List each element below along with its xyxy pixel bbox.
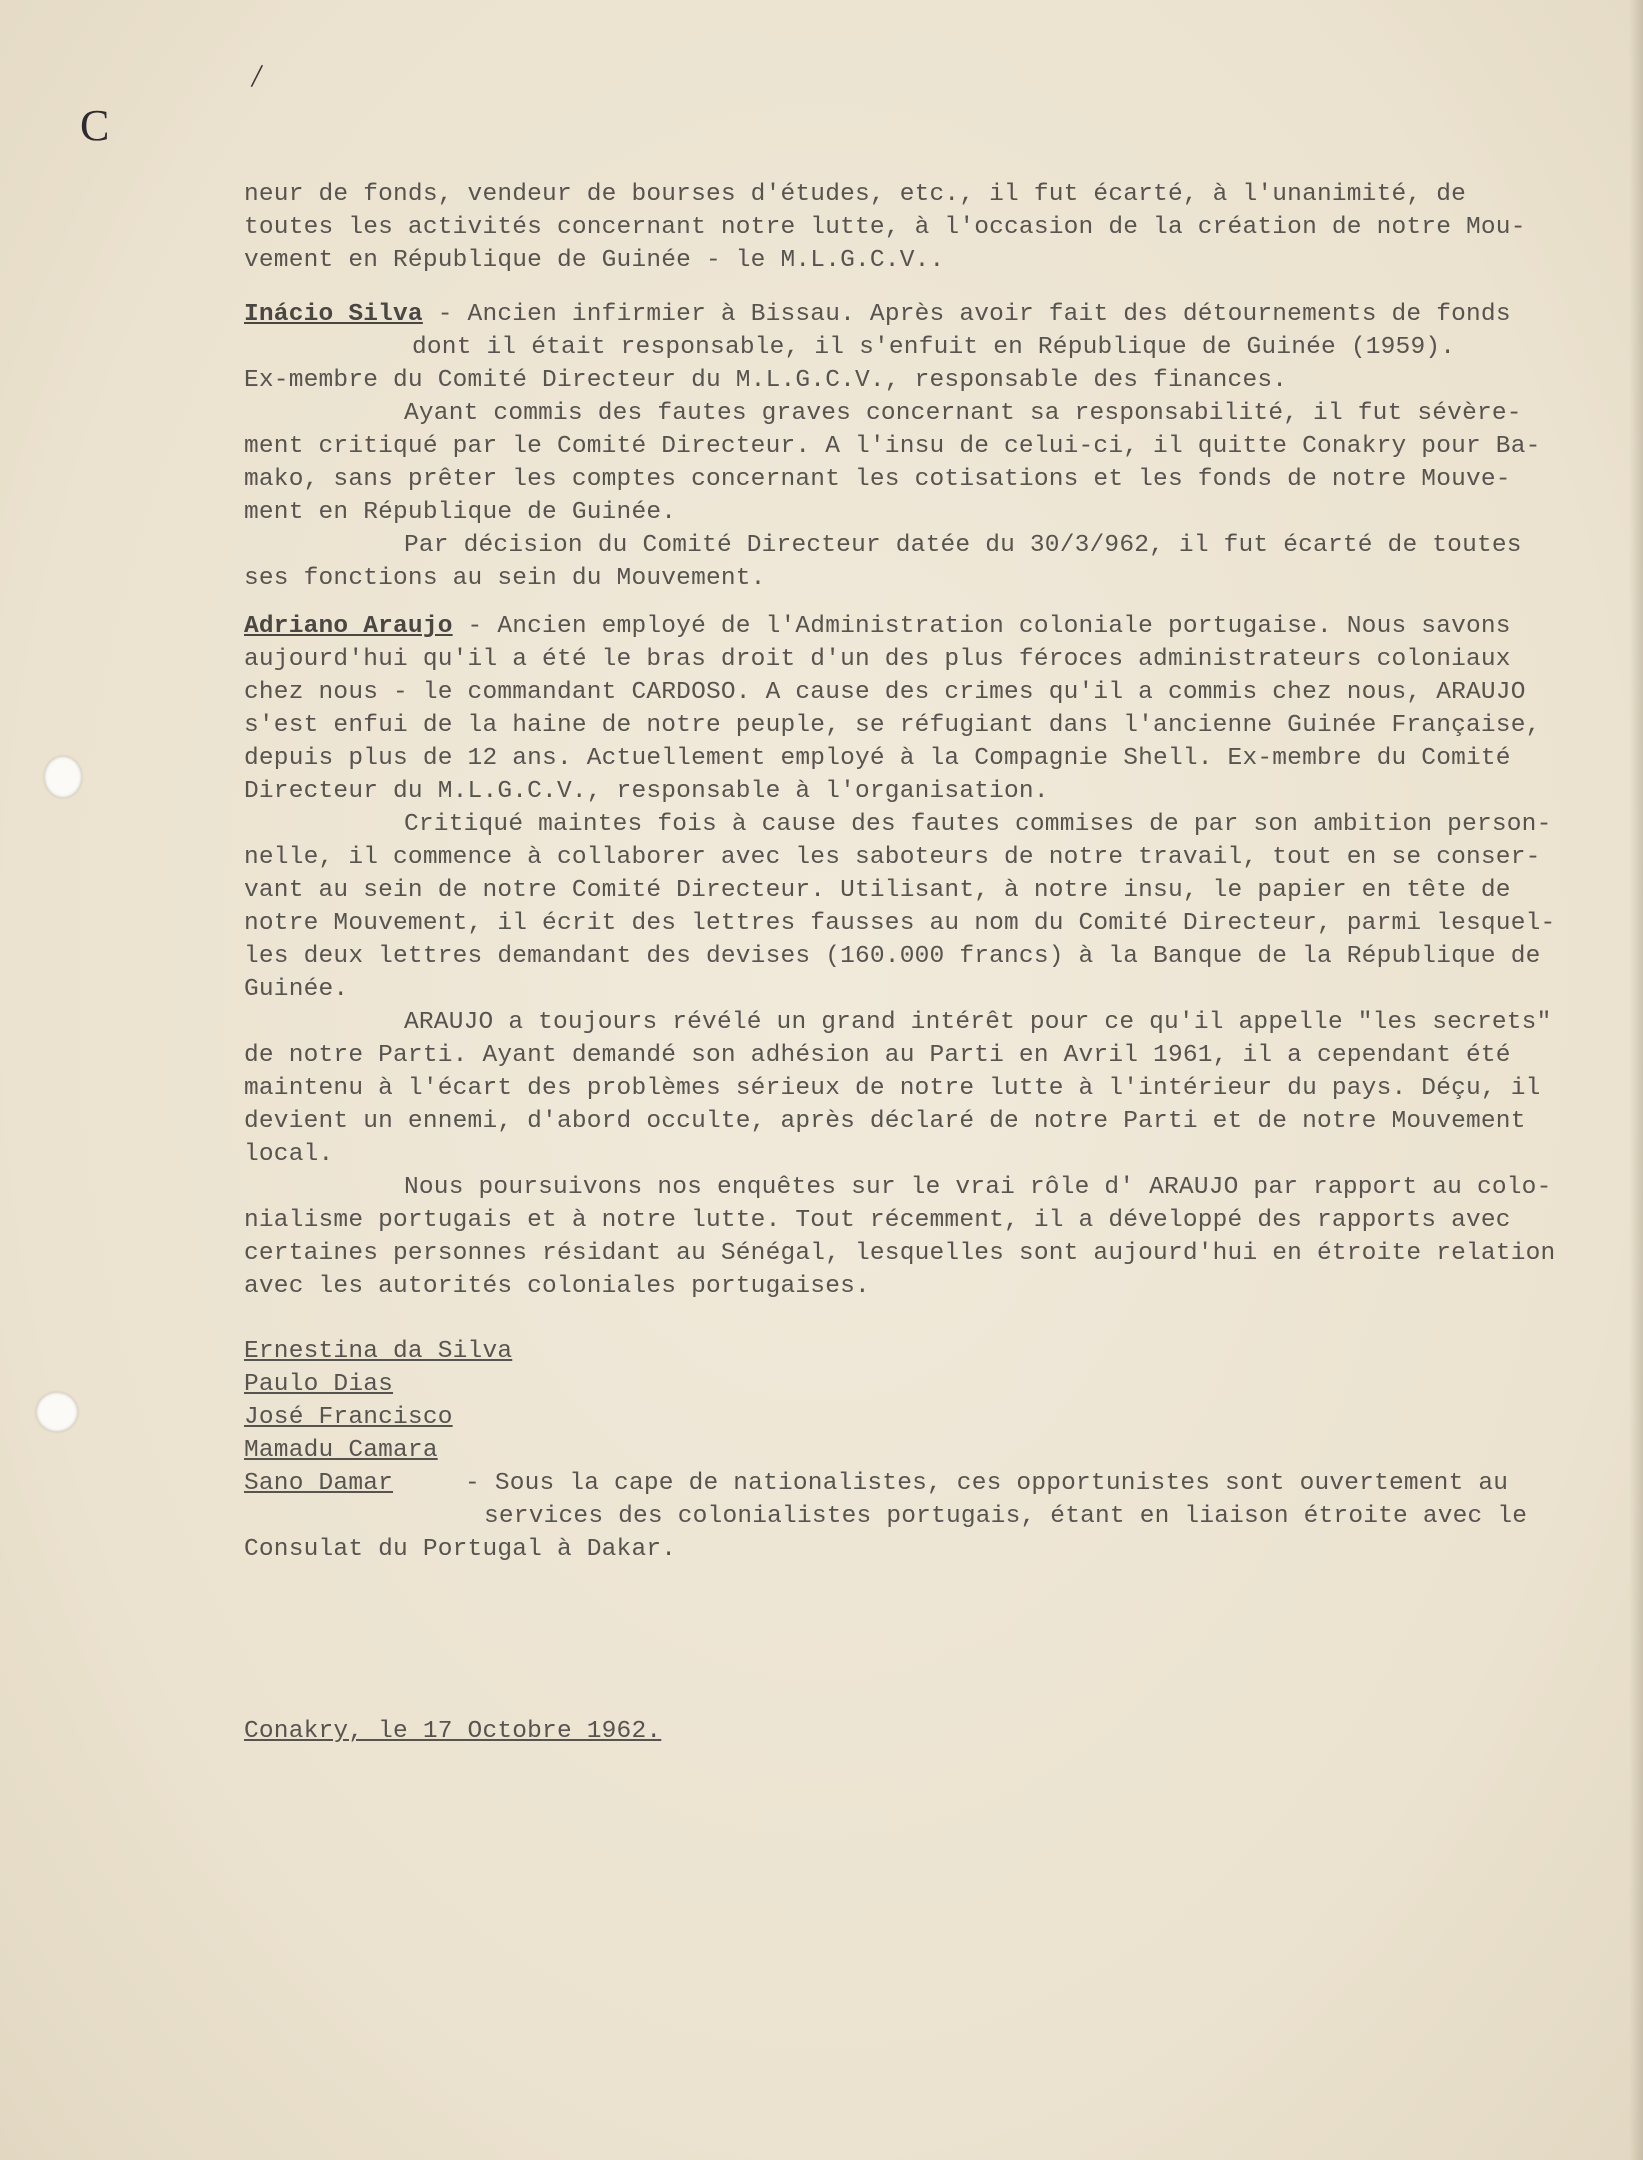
text-line: maintenu à l'écart des problèmes sérieux de notre lutte à l'intérieur du pays. Déçu, il: [244, 1075, 1541, 1102]
text-line: Consulat du Portugal à Dakar.: [244, 1536, 677, 1563]
text-line: depuis plus de 12 ans. Actuellement employé à la Compagnie Shell. Ex-membre du Comité: [244, 745, 1511, 772]
person-name: Ernestina da Silva: [244, 1338, 513, 1365]
text-line: s'est enfui de la haine de notre peuple, se réfugiant dans l'ancienne Guinée Française,: [244, 712, 1541, 739]
text-line: de notre Parti. Ayant demandé son adhésion au Parti en Avril 1961, il a cependant été: [244, 1042, 1511, 1069]
text-line: Ex-membre du Comité Directeur du M.L.G.C.V., responsable des finances.: [244, 367, 1288, 394]
punch-hole-upper: [44, 756, 82, 798]
punch-hole-lower: [36, 1392, 78, 1432]
text-line: avec les autorités coloniales portugaises.: [244, 1273, 870, 1300]
person-name: Sano Damar: [244, 1470, 394, 1497]
text-line: notre Mouvement, il écrit des lettres fausses au nom du Comité Directeur, parmi lesquel-: [244, 910, 1556, 937]
text-line: nelle, il commence à collaborer avec les saboteurs de notre travail, tout en se conser-: [244, 844, 1541, 871]
text-line: ment critiqué par le Comité Directeur. A l'insu de celui-ci, il quitte Conakry pour Ba-: [244, 433, 1541, 460]
text-line: Nous poursuivons nos enquêtes sur le vrai rôle d' ARAUJO par rapport au colo-: [404, 1174, 1552, 1201]
text-line: chez nous - le commandant CARDOSO. A cause des crimes qu'il a commis chez nous, ARAUJO: [244, 679, 1526, 706]
text-line: devient un ennemi, d'abord occulte, après déclaré de notre Parti et de notre Mouvement: [244, 1108, 1526, 1135]
person-name: Mamadu Camara: [244, 1437, 438, 1464]
text-line: Critiqué maintes fois à cause des fautes commises de par son ambition person-: [404, 811, 1552, 838]
text-line: vant au sein de notre Comité Directeur. Utilisant, à notre insu, le papier en tête de: [244, 877, 1511, 904]
person-name: José Francisco: [244, 1404, 453, 1431]
text-line: certaines personnes résidant au Sénégal, lesquelles sont aujourd'hui en étroite relation: [244, 1240, 1556, 1267]
text-line: mako, sans prêter les comptes concernant les cotisations et les fonds de notre Mouve-: [244, 466, 1511, 493]
text-line: dont il était responsable, il s'enfuit en République de Guinée (1959).: [412, 334, 1456, 361]
text-line: local.: [244, 1141, 334, 1168]
text-line: ARAUJO a toujours révélé un grand intérêt pour ce qu'il appelle "les secrets": [404, 1009, 1552, 1036]
page-edge-shadow: [1629, 0, 1643, 2160]
text-line: ment en République de Guinée.: [244, 499, 677, 526]
text-line: Guinée.: [244, 976, 349, 1003]
text-line: neur de fonds, vendeur de bourses d'études, etc., il fut écarté, à l'unanimité, de: [244, 181, 1466, 208]
text-line: vement en République de Guinée - le M.L.G.C.V..: [244, 247, 945, 274]
text-line: ses fonctions au sein du Mouvement.: [244, 565, 766, 592]
text-line: Ayant commis des fautes graves concernant sa responsabilité, il fut sévère-: [404, 400, 1522, 427]
text-line: Directeur du M.L.G.C.V., responsable à l'organisation.: [244, 778, 1049, 805]
closing-line: [244, 1715, 1629, 1748]
text-line: Inácio Silva - Ancien infirmier à Bissau. Après avoir fait des détournements de fonds: [244, 301, 1511, 328]
handwritten-mark: C: [80, 101, 110, 150]
text-line: Adriano Araujo - Ancien employé de l'Administration coloniale portugaise. Nous savons: [244, 613, 1511, 640]
text-line: services des colonialistes portugais, étant en liaison étroite avec le: [484, 1503, 1528, 1530]
text-line: les deux lettres demandant des devises (160.000 francs) à la Banque de la République de: [244, 943, 1541, 970]
silva-section: [244, 298, 1629, 595]
araujo-section: [244, 610, 1629, 1303]
text-line: toutes les activités concernant notre lutte, à l'occasion de la création de notre Mou-: [244, 214, 1526, 241]
place-date: Conakry, le 17 Octobre 1962.: [244, 1718, 662, 1745]
handwritten-tick: /: [249, 57, 265, 96]
text-line: aujourd'hui qu'il a été le bras droit d'un des plus féroces administrateurs coloniaux: [244, 646, 1511, 673]
text-line: Par décision du Comité Directeur datée du 30/3/962, il fut écarté de toutes: [404, 532, 1522, 559]
opportunists-section: [244, 1335, 1629, 1566]
person-name: Paulo Dias: [244, 1371, 394, 1398]
text-line: Sano Damar - Sous la cape de nationalistes, ces opportunistes sont ouvertement au: [244, 1470, 1509, 1497]
person-name: Adriano Araujo: [244, 613, 453, 640]
text-line: nialisme portugais et à notre lutte. Tout récemment, il a développé des rapports avec: [244, 1207, 1511, 1234]
intro-paragraph: [244, 178, 1629, 277]
person-name: Inácio Silva: [244, 301, 423, 328]
